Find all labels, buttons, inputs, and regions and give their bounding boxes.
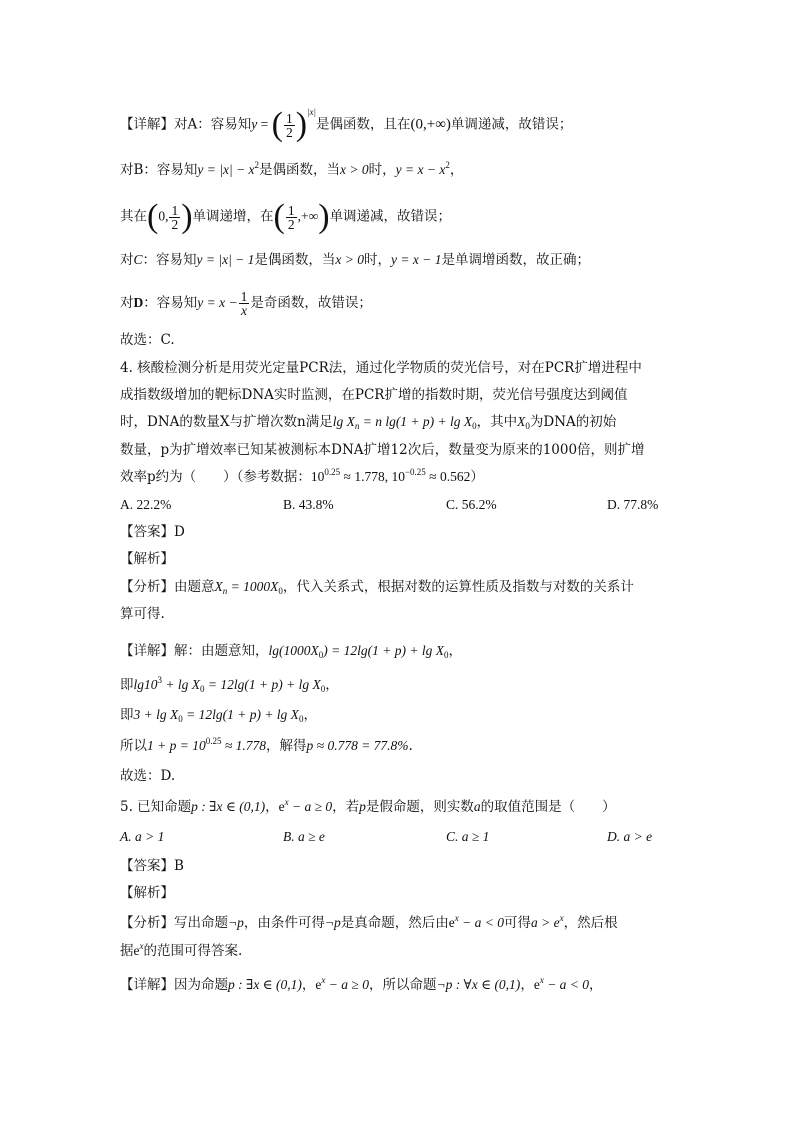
q5-answer: 【答案】B: [120, 858, 184, 874]
q4-analysis-heading: 【解析】: [120, 551, 174, 567]
detail-tag: 【详解】: [120, 116, 174, 133]
q5-analysis-heading: 【解析】: [120, 885, 174, 901]
detail-b-line-1: 对B：容易知$y = |x| - x^2$是偶函数，当x > 0时，$y = x - x^2$，: [120, 160, 464, 178]
q5-option-c: C. a ≥ 1: [446, 829, 490, 844]
q5-option-d: D. a > e: [607, 829, 653, 844]
fraction-half: $\frac{1}{2}$: [171, 202, 179, 232]
q4-detail-line-4: 所以$1 + p = 10^{0.25} \approx 1.778$，解得p ≈ 0.778 = 77.8%.: [120, 736, 413, 754]
q4-line-1: 4. 核酸检测分析是用荧光定量PCR法，通过化学物质的荧光信号，对在PCR扩增进程中: [120, 360, 642, 376]
q5-fenxi-line-1: 【分析】写出命题¬p，由条件可得¬p是真命题，然后由$e^x - a < 0$可得$a > e^x$，然后根: [120, 913, 618, 931]
q5-fenxi-line-2: 据$e^x$的范围可得答案.: [120, 941, 243, 959]
q4-fenxi-line-2: 算可得.: [120, 606, 165, 622]
fraction-half: $\frac{1}{2}$: [287, 202, 295, 232]
q5-line-1: 5. 已知命题p : ∃x ∈ (0,1)，$e^x - a \ge 0$，若p是假命题，则实数a的取值范围是（ ）: [120, 797, 616, 815]
q4-answer: 【答案】D: [120, 524, 185, 540]
detail-a-line: 【详解】对A：容易知y = ( $\frac{1}{2}$ )$^{|x|}$是偶函数，且在(0,+∞)单调递减，故错误；: [120, 106, 573, 143]
q4-line-4: 数量，p为扩增效率已知某被测标本DNA扩增12次后，数量变为原来的1000倍，则扩增: [120, 442, 645, 458]
q4-line-5: 效率p约为（ ）（参考数据：$10^{0.25} \approx 1.778$, $10^{-0.25} \approx 0.562$）: [120, 467, 484, 485]
q4-line-2: 成指数级增加的靶标DNA实时监测，在PCR扩增的指数时期，荧光信号强度达到阈值: [120, 387, 628, 403]
q5-option-a: A. a > 1: [120, 829, 165, 844]
q5-detail-line-1: 【详解】因为命题p : ∃x ∈ (0,1)，$e^x - a \ge 0$，所以命题¬p : ∀x ∈ (0,1)，$e^x - a < 0$，: [120, 975, 603, 993]
paren-right: ): [295, 106, 308, 143]
detail-c-line: 对C：容易知y = |x| − 1是偶函数，当x > 0时，y = x − 1是单调增函数，故正确；: [120, 252, 590, 268]
q4-detail-line-1: 【详解】解：由题意知，$\lg(1000X_0) = 12\lg(1 + p) + \lg X_0$，: [120, 643, 462, 660]
detail-d-line: 对D：容易知y = x − $\frac{1}{x}$ 是奇函数，故错误；: [120, 289, 372, 318]
q4-option-b: B. 43.8%: [283, 497, 334, 512]
q4-option-c: C. 56.2%: [446, 497, 497, 512]
q5-option-b: B. a ≥ e: [283, 829, 325, 844]
choose-c: 故选：C.: [120, 332, 175, 348]
q4-detail-line-2: 即$\lg 10^3 + \lg X_0 = 12\lg(1 + p) + \lg X_0$，: [120, 675, 339, 694]
fraction-half: $\frac{1}{2}$: [285, 110, 293, 140]
q4-option-a: A. 22.2%: [120, 497, 172, 512]
q4-fenxi-line-1: 【分析】由题意$X_n = 1000X_0$，代入关系式，根据对数的运算性质及指数与对数的关系计: [120, 579, 634, 596]
q4-choose: 故选：D.: [120, 768, 176, 784]
paren-left: (: [271, 106, 283, 143]
q4-option-d: D. 77.8%: [607, 497, 659, 512]
q4-detail-line-3: 即$3 + \lg X_0 = 12\lg(1 + p) + \lg X_0$，: [120, 707, 317, 724]
q4-line-3: 时，DNA的数量X与扩增次数n满足$\lg X_n = n$ $\lg(1 + p) + \lg X_0$，其中$X_0$为DNA的初始: [120, 414, 617, 431]
fraction-one-over-x: $\frac{1}{x}$: [240, 289, 248, 318]
detail-b-line-2: 其在(0, $\frac{1}{2}$ )单调递增，在( $\frac{1}{2}$ ,+∞)单调递减，故错误；: [120, 198, 452, 235]
